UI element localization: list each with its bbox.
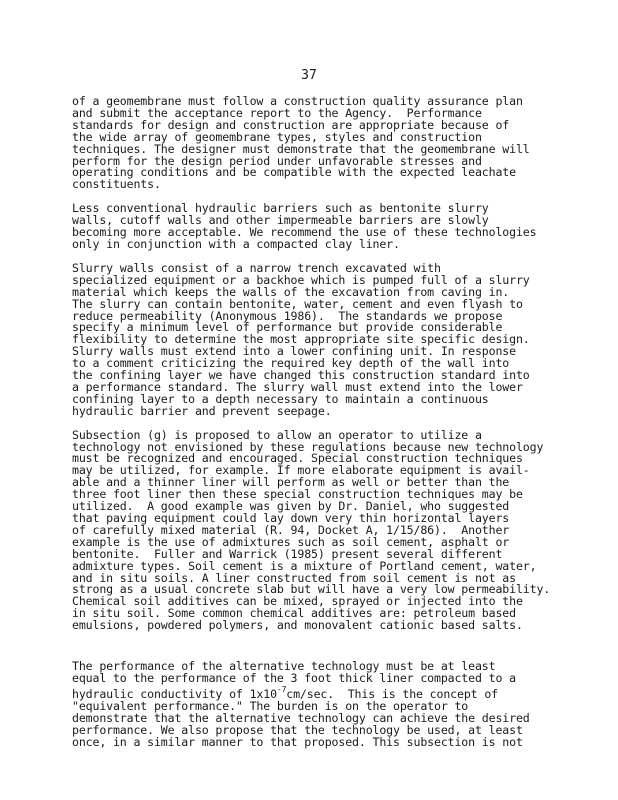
text-line: specify a minimum level of performance but provide considerable — [72, 320, 503, 335]
text-line: the wide array of geomembrane types, styles and construction — [72, 129, 482, 144]
text-line: perform for the design period under unfavorable stresses and — [72, 153, 482, 168]
text-line: equal to the performance of the 3 foot thick liner compacted to a — [72, 670, 516, 685]
text-line: of a geomembrane must follow a construction quality assurance plan — [72, 94, 523, 108]
text-line: only in conjunction with a compacted clay liner. — [72, 236, 400, 251]
text-line: constituents. — [72, 177, 161, 192]
text-line: that paving equipment could lay down very thin horizontal layers — [72, 511, 510, 525]
text-line: confining layer to a depth necessary to maintain a continuous — [72, 391, 489, 406]
text-line: standards for design and construction are appropriate because of — [72, 117, 510, 132]
text-line: hydraulic barrier and prevent seepage. — [72, 403, 332, 418]
text-line: demonstrate that the alternative technology can achieve the desired — [72, 710, 530, 725]
text-line: performance. We also propose that the technology be used, at least — [72, 722, 523, 737]
text-line: The slurry can contain bentonite, water, cement and even flyash to — [72, 296, 523, 311]
text-line: to a comment criticizing the required key depth of the wall into — [72, 356, 510, 371]
text-line: a performance standard. The slurry wall must extend into the lower — [72, 379, 523, 394]
text-line: bentonite. Fuller and Warrick (1985) present several different — [72, 546, 503, 561]
text-line: Slurry walls consist of a narrow trench excavated with — [72, 260, 441, 275]
text-line: able and a thinner liner will perform as well or better than the — [72, 475, 510, 490]
text-line: techniques. The designer must demonstrate that the geomembrane will — [72, 141, 530, 156]
text-line: operating conditions and be compatible with the expected leachate — [72, 165, 516, 180]
text-line: in situ soil. Some common chemical additives are: petroleum based — [72, 606, 516, 621]
text-line: reduce permeability (Anonymous 1986). The standards we propose — [72, 308, 503, 323]
text-line: must be recognized and encouraged. Special construction techniques — [72, 451, 523, 466]
paragraph-hydraulic-barriers — [72, 203, 552, 251]
text-line: of carefully mixed material (R. 94, Docket A, 1/15/86). Another — [72, 522, 510, 537]
text-line: material which keeps the walls of the excavation from caving in. — [72, 284, 510, 299]
text-line: example is the use of admixtures such as soil cement, asphalt or — [72, 534, 510, 549]
text-line: may be utilized, for example. If more elaborate equipment is avail- — [72, 463, 530, 478]
text-line: three foot liner then these special construction techniques may be — [72, 487, 523, 502]
text-line: the confining layer we have changed this construction standard into — [72, 368, 530, 383]
text-line: emulsions, powdered polymers, and monovalent cationic based salts. — [72, 618, 523, 633]
text-line: utilized. A good example was given by Dr. Daniel, who suggested — [72, 499, 510, 514]
page-number: 37 — [301, 68, 317, 83]
text-line: strong as a usual concrete slab but will have a very low permeability. — [72, 582, 551, 597]
text-line: admixture types. Soil cement is a mixture of Portland cement, water, — [72, 558, 537, 573]
text-line: and submit the acceptance report to the Agency. Performance — [72, 105, 482, 120]
paragraph-subsection-g — [72, 427, 552, 633]
text-line: specialized equipment or a backhoe which is pumped full of a slurry — [72, 272, 530, 287]
text-line: Less conventional hydraulic barriers such as bentonite slurry — [72, 201, 489, 216]
paragraph-slurry-walls — [72, 260, 552, 418]
text-line: Chemical soil additives can be mixed, sprayed or injected into the — [72, 594, 523, 609]
formula-suffix: cm/sec. This is the concept of — [286, 686, 498, 701]
formula-exponent: -7 — [276, 684, 287, 694]
text-line: The performance of the alternative technology must be at least — [72, 659, 496, 674]
text-line: once, in a similar manner to that proposed. This subsection is not — [72, 734, 523, 749]
text-line: becoming more acceptable. We recommend the use of these technologies — [72, 225, 537, 240]
paragraph-geomembrane — [72, 96, 552, 191]
text-line: and in situ soils. A liner constructed from soil cement is not as — [72, 570, 516, 585]
text-line: technology not envisioned by these regulations because new technology — [72, 439, 544, 454]
text-line: "equivalent performance." The burden is on the operator to — [72, 698, 469, 713]
text-line: Subsection (g) is proposed to allow an operator to utilize a — [72, 427, 482, 442]
formula-prefix: hydraulic conductivity of 1x10 — [72, 686, 277, 701]
text-line: walls, cutoff walls and other impermeable barriers are slowly — [72, 213, 489, 228]
text-line: Slurry walls must extend into a lower confining unit. In response — [72, 344, 516, 359]
body-text — [72, 96, 552, 748]
text-line: flexibility to determine the most appropriate site specific design. — [72, 332, 530, 347]
paragraph-alternative-performance — [72, 661, 552, 748]
